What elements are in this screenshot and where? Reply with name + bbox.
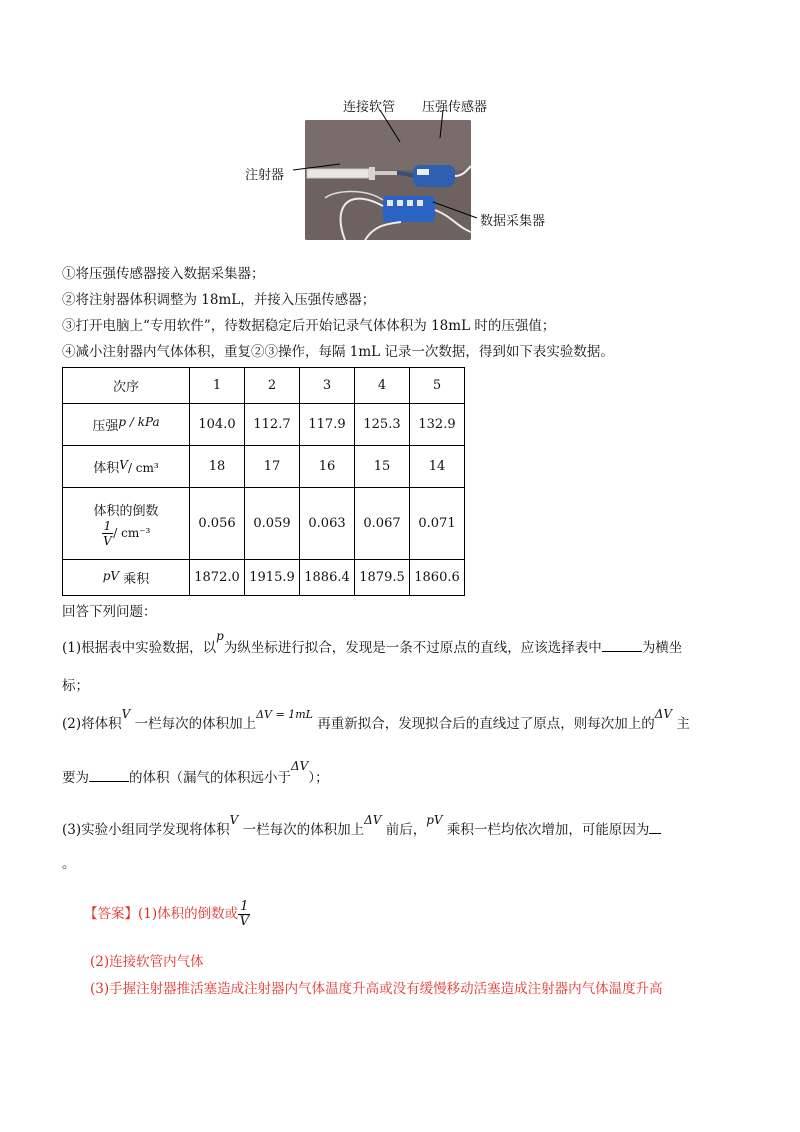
fraction-one-over-v — [102, 519, 114, 548]
question-2-line-2 — [62, 759, 329, 786]
row-header-text: 体积的倒数 — [93, 503, 159, 519]
table-cell: 17 — [245, 446, 300, 488]
question-text: 为横坐 — [641, 640, 683, 656]
table-cell: 0.056 — [190, 488, 245, 560]
table-cell: 16 — [300, 446, 355, 488]
answer-blank — [89, 769, 129, 782]
experiment-data-table — [62, 367, 465, 596]
answer-line-2: (2)连接软管内气体 — [90, 954, 204, 970]
question-text: 的体积（漏气的体积远小于 — [129, 770, 291, 786]
experiment-figure — [245, 90, 565, 250]
table-cell: 3 — [300, 368, 355, 404]
table-cell: 125.3 — [355, 404, 410, 446]
table-cell: 104.0 — [190, 404, 245, 446]
question-text: 主 — [676, 716, 690, 732]
table-cell: 1915.9 — [245, 560, 300, 596]
table-cell: 14 — [410, 446, 465, 488]
table-cell: 5 — [410, 368, 465, 404]
row-header-text: 压强 — [92, 419, 119, 434]
table-row — [63, 560, 465, 596]
row-header-pressure — [63, 404, 190, 446]
question-text: 一栏每次的体积加上 — [242, 822, 365, 838]
question-text: (2)将体积 — [62, 716, 122, 732]
row-header-text: 体积 — [93, 461, 120, 476]
row-header-unit: / cm³ — [127, 461, 159, 475]
row-header-text: 乘积 — [119, 572, 150, 587]
question-1-line-1 — [62, 629, 683, 656]
question-text: ）； — [308, 770, 329, 786]
question-1-line-2: 标； — [62, 678, 89, 694]
question-text: 前后， — [385, 822, 427, 838]
table-cell: 1886.4 — [300, 560, 355, 596]
row-header-unit: / cm⁻³ — [113, 525, 151, 540]
question-text: 为纵坐标进行拟合，发现是一条不过原点的直线，应该选择表中 — [223, 640, 602, 656]
answer-blank — [602, 639, 642, 652]
fraction-one-over-v — [238, 900, 250, 929]
row-header-symbol: pV — [102, 569, 120, 583]
math-expression: ΔV = 1mL — [256, 708, 313, 721]
math-symbol: V — [121, 707, 131, 721]
row-header-volume — [63, 446, 190, 488]
question-text: 再重新拟合，发现拟合后的直线过了原点，则每次加上的 — [317, 716, 655, 732]
table-cell: 1 — [190, 368, 245, 404]
math-symbol: ΔV — [654, 707, 673, 721]
table-cell: 132.9 — [410, 404, 465, 446]
fraction-denominator: V — [239, 914, 249, 929]
question-3-line-2: 。 — [62, 856, 76, 872]
fraction-denominator: V — [103, 533, 112, 548]
question-3-line-1 — [62, 813, 661, 838]
question-text: (3)实验小组同学发现将体积 — [62, 822, 230, 838]
math-symbol: pV — [426, 813, 443, 827]
question-text: 一栏每次的体积加上 — [134, 716, 257, 732]
table-cell: 0.071 — [410, 488, 465, 560]
step-2: ②将注射器体积调整为 18mL，并接入压强传感器； — [62, 292, 376, 308]
label-data-collector: 数据采集器 — [480, 214, 546, 229]
table-row — [63, 404, 465, 446]
row-header-product — [63, 560, 190, 596]
table-row — [63, 446, 465, 488]
row-header-inverse-volume — [63, 488, 190, 560]
table-row — [63, 368, 465, 404]
table-row — [63, 488, 465, 560]
row-header-symbol: V — [119, 458, 128, 472]
table-cell: 1860.6 — [410, 560, 465, 596]
table-cell: 2 — [245, 368, 300, 404]
answer-line-1 — [84, 900, 250, 929]
fraction-numerator: 1 — [103, 518, 112, 533]
math-symbol: p — [216, 629, 224, 643]
label-syringe: 注射器 — [245, 168, 285, 183]
fraction-numerator: 1 — [240, 899, 249, 914]
table-cell: 0.067 — [355, 488, 410, 560]
step-4: ④减小注射器内气体体积，重复②③操作，每隔 1mL 记录一次数据，得到如下表实验数据。 — [62, 344, 614, 360]
table-cell: 0.063 — [300, 488, 355, 560]
table-cell: 117.9 — [300, 404, 355, 446]
step-3: ③打开电脑上“专用软件”，待数据稳定后开始记录气体体积为 18mL 时的压强值； — [62, 318, 556, 334]
answer-line-3: (3)手握注射器推活塞造成注射器内气体温度升高或没有缓慢移动活塞造成注射器内气体温度升高 — [90, 981, 663, 997]
question-text: 乘积一栏均依次增加，可能原因为 — [446, 822, 650, 838]
table-cell: 4 — [355, 368, 410, 404]
answer-blank — [649, 821, 661, 834]
table-cell: 0.059 — [245, 488, 300, 560]
table-cell: 1879.5 — [355, 560, 410, 596]
label-hose: 连接软管 — [343, 100, 396, 115]
row-header-symbol: p / kPa — [118, 415, 160, 429]
row-header-order: 次序 — [63, 368, 190, 404]
math-symbol: ΔV — [364, 813, 382, 827]
math-symbol: V — [229, 813, 239, 827]
label-pressure-sensor: 压强传感器 — [422, 100, 488, 115]
math-symbol: ΔV — [291, 759, 309, 773]
question-text: (1)根据表中实验数据，以 — [62, 640, 217, 656]
question-2-line-1 — [62, 707, 690, 732]
questions-intro: 回答下列问题： — [62, 604, 157, 620]
table-cell: 112.7 — [245, 404, 300, 446]
table-cell: 18 — [190, 446, 245, 488]
answer-text: 【答案】(1)体积的倒数或 — [84, 906, 239, 922]
step-1: ①将压强传感器接入数据采集器； — [62, 266, 265, 282]
table-cell: 1872.0 — [190, 560, 245, 596]
table-cell: 15 — [355, 446, 410, 488]
question-text: 要为 — [62, 770, 89, 786]
